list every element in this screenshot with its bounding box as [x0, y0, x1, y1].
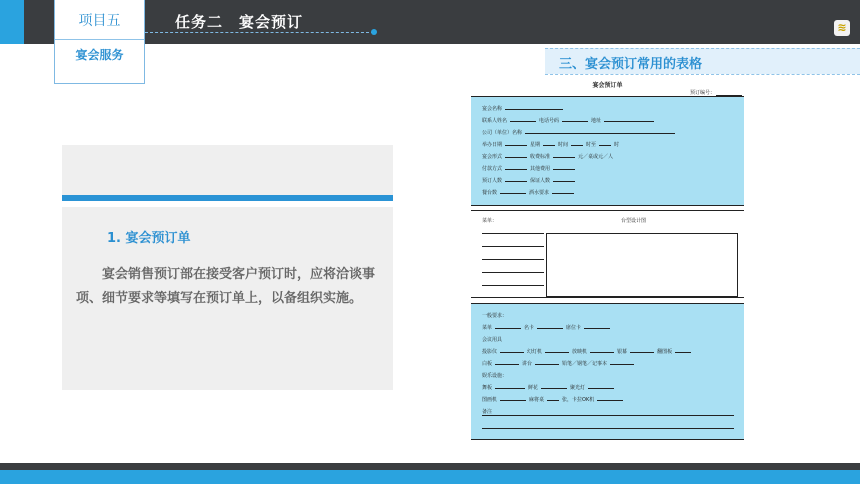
form-section-basic — [471, 96, 744, 206]
remarks-line — [482, 428, 734, 429]
form-row: 图画机 麻将桌 张，卡拉OK机 — [482, 396, 626, 403]
project-tab[interactable] — [54, 0, 145, 84]
footer-dark-bar — [0, 463, 860, 470]
form-row: 宴会形式 收费标准 元／桌或元／人 — [482, 154, 614, 160]
text-card — [62, 145, 393, 390]
section-underline — [545, 74, 860, 75]
form-title: 宴会预订单 — [592, 82, 623, 89]
task-title: 任务二 宴会预订 — [175, 13, 304, 31]
menu-label: 菜单： — [482, 218, 498, 224]
section-heading-text: 三、宴会预订常用的表格 — [559, 57, 703, 72]
table-layout-box — [546, 233, 738, 297]
title-dotted-line — [145, 32, 374, 33]
menu-line — [482, 272, 544, 273]
form-row: 会议用具 — [482, 337, 503, 343]
book-icon[interactable]: ≋ — [834, 20, 850, 36]
form-row: 投影仪 幻灯机 放映机 银幕 翻图板 — [482, 348, 694, 355]
project-sub-label: 宴会服务 — [75, 48, 124, 62]
menu-line — [482, 285, 544, 286]
form-row: 备注 — [482, 409, 493, 415]
reservation-form-image — [471, 78, 744, 440]
footer-blue-bar — [0, 470, 860, 484]
card-title: 1. 宴会预订单 — [107, 231, 191, 246]
layout-label: 台型设计图 — [621, 218, 647, 224]
form-section-requirements — [471, 303, 744, 440]
remarks-line — [482, 415, 734, 416]
form-row: 白板 讲台 铅笔／钢笔／记事本 — [482, 360, 637, 367]
project-label: 项目五 — [55, 0, 144, 40]
form-row: 宴会名称 — [482, 105, 566, 112]
form-row: 娱乐设施： — [482, 373, 508, 379]
form-row: 举办日期 星期 时间 时至 时 — [482, 142, 620, 148]
menu-line — [482, 259, 544, 260]
form-row: 一般要求： — [482, 313, 508, 319]
title-dot — [371, 29, 377, 35]
section-heading — [545, 48, 860, 74]
menu-line — [482, 233, 544, 234]
form-row: 预订人数 保证人数 — [482, 177, 578, 184]
form-row: 公司（单位）名称 — [482, 129, 678, 136]
card-body: 宴会销售预订部在接受客户预订时，应将洽谈事项、细节要求等填写在预订单上，以备组织实施。 — [76, 267, 376, 306]
form-section-menu — [471, 210, 744, 298]
form-order-no-label: 预订编号： — [690, 90, 716, 96]
menu-line — [482, 246, 544, 247]
form-row: 联系人姓名 电话号码 地址 — [482, 117, 657, 124]
header-accent — [0, 0, 24, 44]
form-row: 舞板 鲜花 聚光灯 — [482, 384, 617, 391]
form-row: 付款方式 其他费用 — [482, 165, 578, 172]
card-divider — [62, 201, 393, 207]
form-row: 餐台数 酒水要求 — [482, 189, 577, 196]
form-row: 菜单 名卡 席位卡 — [482, 324, 613, 331]
